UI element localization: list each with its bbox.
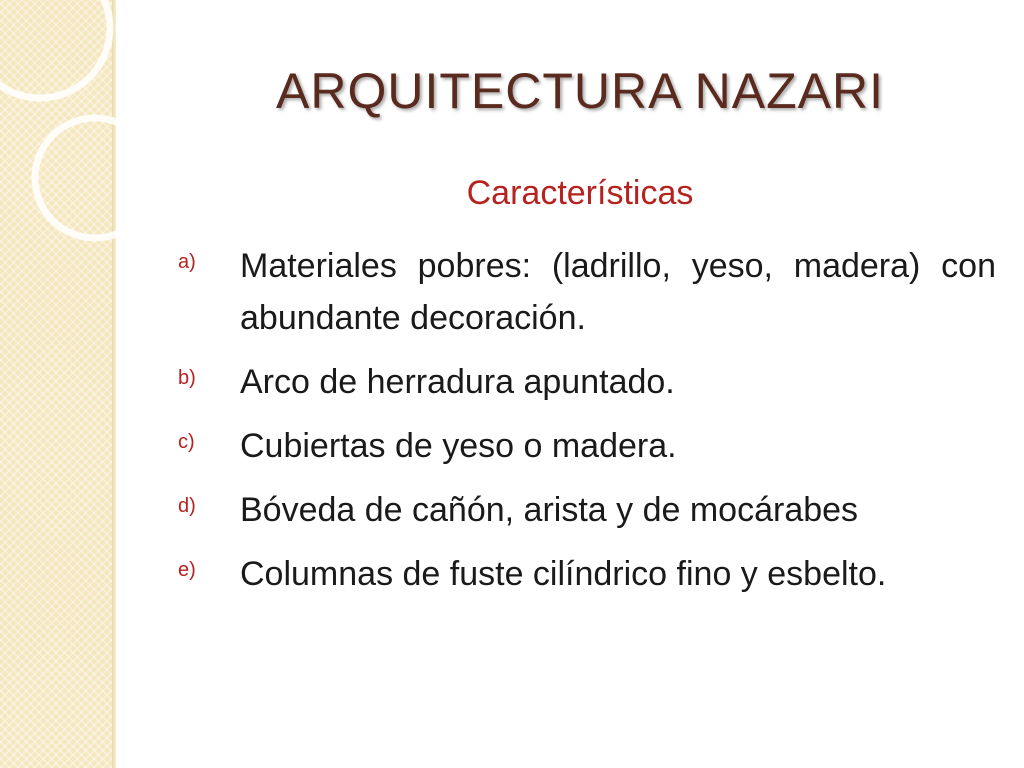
list-item	[178, 548, 996, 600]
list-marker: d)	[178, 495, 196, 517]
list-item-text: Arco de herradura apuntado.	[240, 363, 675, 401]
list-item-text: Columnas de fuste cilíndrico fino y esbelto.	[240, 555, 887, 593]
slide-subtitle: Características	[466, 174, 694, 212]
list-marker: c)	[178, 431, 195, 453]
slide-title: ARQUITECTURA NAZARI	[276, 63, 884, 119]
decorative-rings	[0, 0, 140, 260]
list-item-text: Materiales pobres: (ladrillo, yeso, madera) con abundante decoración.	[240, 247, 996, 337]
list-marker: a)	[178, 251, 196, 273]
list-marker: e)	[178, 559, 196, 581]
list-item	[178, 420, 996, 472]
ring-top	[0, 0, 110, 98]
list-item-text: Bóveda de cañón, arista y de mocárabes	[240, 491, 859, 529]
characteristics-list	[178, 240, 996, 612]
list-item-text: Cubiertas de yeso o madera.	[240, 427, 677, 465]
list-item	[178, 240, 996, 344]
list-item	[178, 484, 996, 536]
ring-bottom	[35, 118, 140, 238]
list-marker: b)	[178, 367, 196, 389]
list-item	[178, 356, 996, 408]
